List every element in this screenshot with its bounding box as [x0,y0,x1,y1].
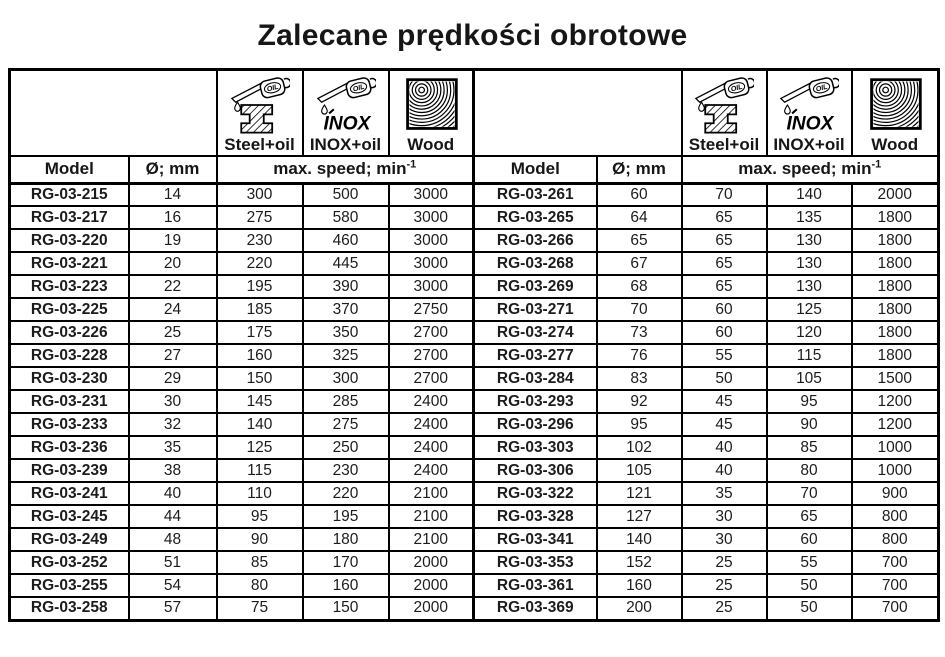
steel-speed-cell: 300 [217,183,303,206]
inox-speed-cell: 85 [767,436,852,459]
diameter-cell: 57 [129,597,217,620]
steel-speed-cell: 55 [682,344,767,367]
steel-speed-cell: 40 [682,436,767,459]
model-cell: RG-03-261 [474,183,597,206]
model-cell: RG-03-241 [10,482,129,505]
model-column-header: Model [10,156,129,183]
model-cell: RG-03-274 [474,321,597,344]
icon-header-row [10,70,939,157]
wood-speed-cell: 2000 [389,597,474,620]
diameter-cell: 105 [597,459,682,482]
steel-speed-cell: 220 [217,252,303,275]
speed-table [8,68,940,622]
diameter-cell: 20 [129,252,217,275]
steel-speed-cell: 85 [217,551,303,574]
model-cell: RG-03-284 [474,367,597,390]
steel-speed-cell: 40 [682,459,767,482]
steel-speed-cell: 70 [682,183,767,206]
inox-speed-cell: 370 [303,298,389,321]
model-cell: RG-03-230 [10,367,129,390]
inox-speed-cell: 115 [767,344,852,367]
model-cell: RG-03-369 [474,597,597,620]
wood-speed-cell: 1200 [852,413,939,436]
wood-label: Wood [407,135,455,154]
model-cell: RG-03-239 [10,459,129,482]
model-cell: RG-03-236 [10,436,129,459]
wood-speed-cell: 3000 [389,275,474,298]
wood-speed-cell: 2400 [389,390,474,413]
column-header-row [10,156,939,183]
wood-speed-cell: 2100 [389,482,474,505]
wood-speed-cell: 2000 [852,183,939,206]
steel-speed-cell: 90 [217,528,303,551]
model-cell: RG-03-233 [10,413,129,436]
diameter-cell: 35 [129,436,217,459]
steel-speed-cell: 60 [682,298,767,321]
steel-speed-cell: 60 [682,321,767,344]
inox-speed-cell: 460 [303,229,389,252]
table-row [10,183,939,206]
inox-speed-cell: 50 [767,574,852,597]
inox-speed-cell: 390 [303,275,389,298]
inox-speed-cell: 250 [303,436,389,459]
wood-speed-cell: 2400 [389,436,474,459]
diameter-cell: 29 [129,367,217,390]
steel-speed-cell: 195 [217,275,303,298]
speed-unit-superscript: -1 [406,158,417,171]
model-cell: RG-03-215 [10,183,129,206]
wood-speed-cell: 2400 [389,459,474,482]
model-cell: RG-03-258 [10,597,129,620]
inox-speed-cell: 130 [767,252,852,275]
model-cell: RG-03-341 [474,528,597,551]
inox-speed-cell: 275 [303,413,389,436]
wood-speed-cell: 2000 [389,574,474,597]
wood-speed-cell: 2750 [389,298,474,321]
steel-oil-header-cell [217,70,303,157]
steel-speed-cell: 45 [682,413,767,436]
model-cell: RG-03-266 [474,229,597,252]
model-cell: RG-03-221 [10,252,129,275]
page-title: Zalecane prędkości obrotowe [257,19,688,52]
wood-speed-cell: 3000 [389,252,474,275]
steel-speed-cell: 110 [217,482,303,505]
table-row [10,528,939,551]
wood-speed-cell: 700 [852,574,939,597]
wood-speed-cell: 1000 [852,436,939,459]
inox-oil-icon [779,75,839,135]
inox-speed-cell: 95 [767,390,852,413]
table-body [10,183,939,620]
table-row [10,344,939,367]
wood-speed-cell: 1500 [852,367,939,390]
inox-oil-label: INOX+oil [773,135,845,154]
inox-speed-cell: 445 [303,252,389,275]
inox-speed-cell: 300 [303,367,389,390]
wood-speed-cell: 3000 [389,183,474,206]
steel-speed-cell: 65 [682,252,767,275]
steel-oil-icon [230,75,290,135]
wood-speed-cell: 700 [852,597,939,620]
model-cell: RG-03-322 [474,482,597,505]
steel-speed-cell: 150 [217,367,303,390]
diameter-cell: 19 [129,229,217,252]
diameter-cell: 102 [597,436,682,459]
wood-speed-cell: 2400 [389,413,474,436]
inox-speed-cell: 60 [767,528,852,551]
blank-corner-cell [10,70,217,157]
steel-speed-cell: 115 [217,459,303,482]
steel-speed-cell: 25 [682,574,767,597]
model-cell: RG-03-265 [474,206,597,229]
wood-speed-cell: 2700 [389,344,474,367]
wood-icon [865,75,925,135]
table-row [10,298,939,321]
diameter-cell: 64 [597,206,682,229]
model-cell: RG-03-269 [474,275,597,298]
model-cell: RG-03-223 [10,275,129,298]
inox-speed-cell: 160 [303,574,389,597]
diameter-cell: 48 [129,528,217,551]
diameter-cell: 140 [597,528,682,551]
inox-oil-header-cell [303,70,389,157]
inox-speed-cell: 180 [303,528,389,551]
table-row [10,367,939,390]
model-cell: RG-03-293 [474,390,597,413]
diameter-cell: 95 [597,413,682,436]
wood-speed-cell: 2100 [389,505,474,528]
table-row [10,229,939,252]
diameter-cell: 27 [129,344,217,367]
wood-label: Wood [871,135,919,154]
model-cell: RG-03-245 [10,505,129,528]
table-row [10,597,939,620]
model-cell: RG-03-217 [10,206,129,229]
inox-speed-cell: 50 [767,597,852,620]
wood-speed-cell: 1800 [852,206,939,229]
table-row [10,275,939,298]
diameter-cell: 30 [129,390,217,413]
diameter-cell: 83 [597,367,682,390]
wood-speed-cell: 2100 [389,528,474,551]
steel-speed-cell: 75 [217,597,303,620]
inox-speed-cell: 70 [767,482,852,505]
diameter-cell: 67 [597,252,682,275]
steel-speed-cell: 65 [682,275,767,298]
model-cell: RG-03-271 [474,298,597,321]
inox-speed-cell: 80 [767,459,852,482]
inox-speed-cell: 135 [767,206,852,229]
steel-speed-cell: 25 [682,551,767,574]
steel-speed-cell: 65 [682,229,767,252]
table-row [10,206,939,229]
diameter-cell: 68 [597,275,682,298]
steel-speed-cell: 95 [217,505,303,528]
inox-oil-label: INOX+oil [309,135,382,154]
wood-speed-cell: 1800 [852,275,939,298]
wood-speed-cell: 2700 [389,321,474,344]
inox-speed-cell: 500 [303,183,389,206]
table-row [10,390,939,413]
diameter-cell: 24 [129,298,217,321]
table-row [10,574,939,597]
diameter-column-header: Ø; mm [597,156,682,183]
steel-speed-cell: 65 [682,206,767,229]
inox-speed-cell: 55 [767,551,852,574]
wood-speed-cell: 700 [852,551,939,574]
steel-speed-cell: 45 [682,390,767,413]
model-cell: RG-03-231 [10,390,129,413]
inox-speed-cell: 140 [767,183,852,206]
model-cell: RG-03-249 [10,528,129,551]
steel-oil-header-cell [682,70,767,157]
inox-speed-cell: 130 [767,229,852,252]
steel-oil-label: Steel+oil [688,135,760,154]
max-speed-column-header: max. speed; $\min^{-1}$ [217,156,474,183]
model-cell: RG-03-361 [474,574,597,597]
table-row [10,413,939,436]
wood-speed-cell: 900 [852,482,939,505]
diameter-cell: 76 [597,344,682,367]
model-cell: RG-03-328 [474,505,597,528]
wood-speed-cell: 800 [852,505,939,528]
steel-speed-cell: 160 [217,344,303,367]
diameter-cell: 38 [129,459,217,482]
table-row [10,436,939,459]
inox-speed-cell: 170 [303,551,389,574]
steel-speed-cell: 125 [217,436,303,459]
inox-speed-cell: 105 [767,367,852,390]
steel-speed-cell: 50 [682,367,767,390]
diameter-cell: 25 [129,321,217,344]
diameter-cell: 92 [597,390,682,413]
model-cell: RG-03-252 [10,551,129,574]
wood-speed-cell: 1800 [852,229,939,252]
inox-speed-cell: 120 [767,321,852,344]
diameter-cell: 160 [597,574,682,597]
inox-speed-cell: 285 [303,390,389,413]
diameter-cell: 51 [129,551,217,574]
steel-speed-cell: 30 [682,505,767,528]
wood-speed-cell: 2000 [389,551,474,574]
speed-unit-superscript: -1 [871,158,882,171]
inox-speed-cell: 220 [303,482,389,505]
model-cell: RG-03-225 [10,298,129,321]
model-cell: RG-03-277 [474,344,597,367]
steel-oil-icon [694,75,754,135]
inox-speed-cell: 325 [303,344,389,367]
wood-speed-cell: 1200 [852,390,939,413]
steel-speed-cell: 80 [217,574,303,597]
inox-oil-icon [316,75,376,135]
diameter-cell: 32 [129,413,217,436]
model-cell: RG-03-303 [474,436,597,459]
steel-speed-cell: 185 [217,298,303,321]
model-cell: RG-03-296 [474,413,597,436]
max-speed-column-header: max. speed; $\min^{-1}$ [682,156,939,183]
diameter-cell: 16 [129,206,217,229]
steel-oil-label: Steel+oil [224,135,295,154]
diameter-cell: 65 [597,229,682,252]
table-row [10,252,939,275]
diameter-cell: 22 [129,275,217,298]
diameter-cell: 54 [129,574,217,597]
diameter-cell: 60 [597,183,682,206]
steel-speed-cell: 25 [682,597,767,620]
inox-speed-cell: 150 [303,597,389,620]
diameter-cell: 200 [597,597,682,620]
steel-speed-cell: 35 [682,482,767,505]
model-column-header: Model [474,156,597,183]
wood-header-cell [852,70,939,157]
steel-speed-cell: 145 [217,390,303,413]
wood-speed-cell: 3000 [389,206,474,229]
wood-speed-cell: 1800 [852,344,939,367]
model-cell: RG-03-226 [10,321,129,344]
inox-speed-cell: 65 [767,505,852,528]
inox-speed-cell: 130 [767,275,852,298]
wood-speed-cell: 1800 [852,298,939,321]
diameter-cell: 14 [129,183,217,206]
diameter-cell: 73 [597,321,682,344]
inox-speed-cell: 90 [767,413,852,436]
steel-speed-cell: 175 [217,321,303,344]
inox-speed-cell: 195 [303,505,389,528]
wood-speed-cell: 1800 [852,252,939,275]
diameter-cell: 127 [597,505,682,528]
table-row [10,482,939,505]
steel-speed-cell: 140 [217,413,303,436]
blank-corner-cell [474,70,682,157]
table-row [10,321,939,344]
table-row [10,459,939,482]
diameter-cell: 152 [597,551,682,574]
table-row [10,505,939,528]
table-row [10,551,939,574]
wood-speed-cell: 2700 [389,367,474,390]
wood-icon [401,75,461,135]
inox-speed-cell: 125 [767,298,852,321]
inox-speed-cell: 230 [303,459,389,482]
model-cell: RG-03-353 [474,551,597,574]
model-cell: RG-03-268 [474,252,597,275]
model-cell: RG-03-306 [474,459,597,482]
wood-speed-cell: 1000 [852,459,939,482]
model-cell: RG-03-255 [10,574,129,597]
wood-speed-cell: 800 [852,528,939,551]
inox-oil-header-cell [767,70,852,157]
model-cell: RG-03-228 [10,344,129,367]
inox-speed-cell: 350 [303,321,389,344]
wood-header-cell [389,70,474,157]
steel-speed-cell: 275 [217,206,303,229]
steel-speed-cell: 30 [682,528,767,551]
diameter-cell: 44 [129,505,217,528]
diameter-column-header: Ø; mm [129,156,217,183]
inox-speed-cell: 580 [303,206,389,229]
diameter-cell: 121 [597,482,682,505]
wood-speed-cell: 1800 [852,321,939,344]
steel-speed-cell: 230 [217,229,303,252]
model-cell: RG-03-220 [10,229,129,252]
wood-speed-cell: 3000 [389,229,474,252]
diameter-cell: 40 [129,482,217,505]
diameter-cell: 70 [597,298,682,321]
